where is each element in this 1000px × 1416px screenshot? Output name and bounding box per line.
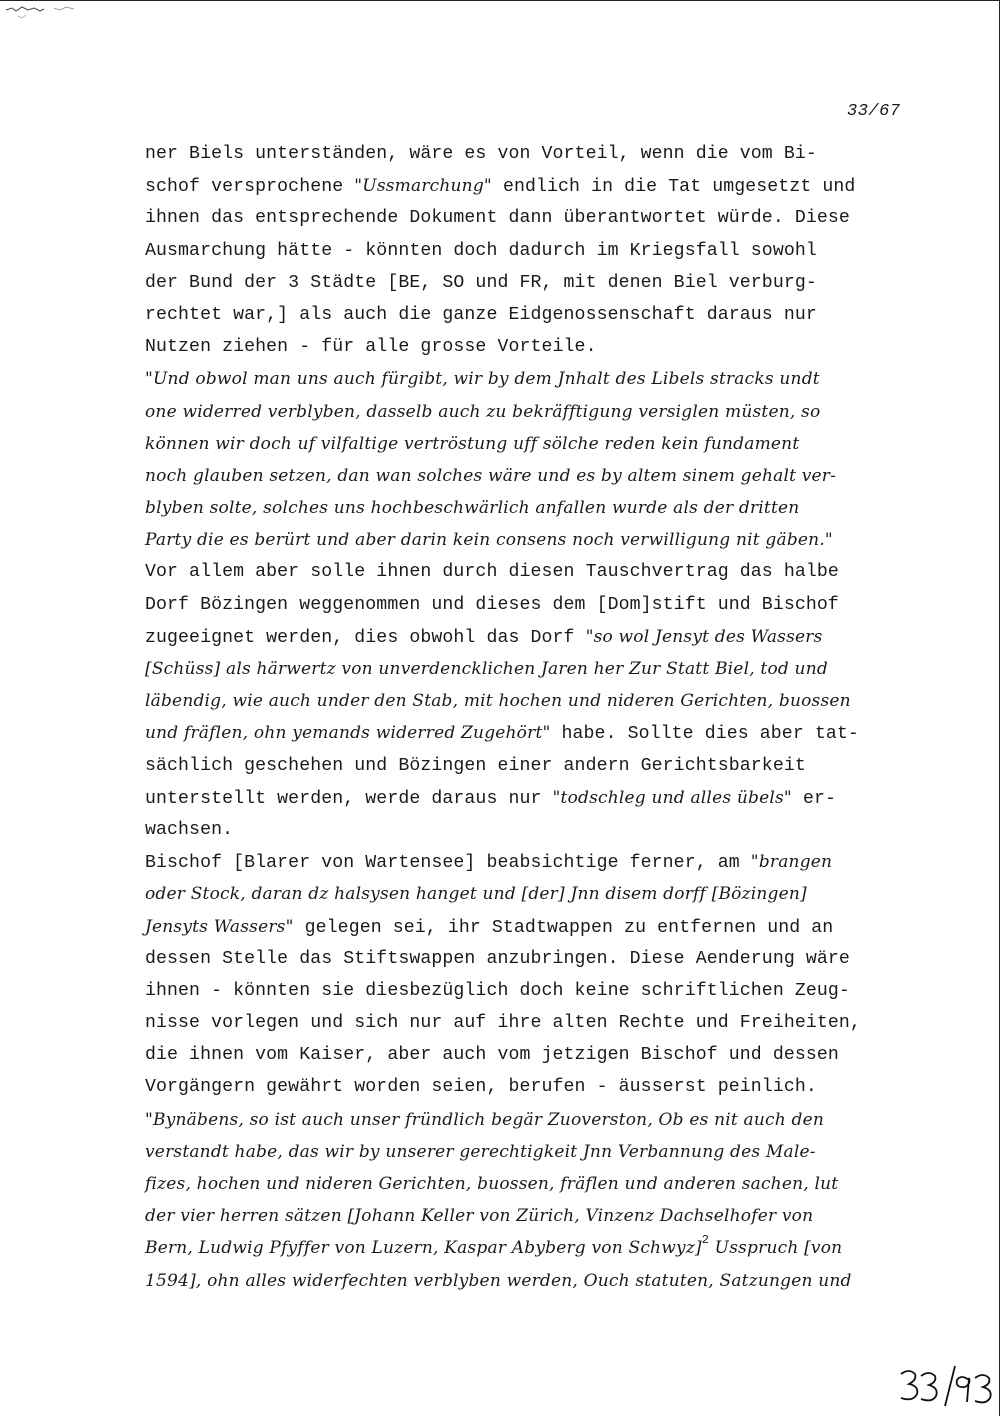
page-number: 33/67	[847, 102, 901, 121]
text-line	[145, 556, 935, 588]
quoted-text: one widerred verblyben, dasselb auch zu bekräfftigung versiglen müsten, so	[145, 401, 821, 422]
quoted-text: "todschleg und alles übels"	[552, 787, 792, 808]
quoted-text: fizes, hochen und nideren Gerichten, buossen, fräflen und anderen sachen, lut	[145, 1174, 839, 1194]
body-text: habe. Sollte dies aber tat-	[550, 724, 859, 745]
quoted-text: oder Stock, daran dz halsysen hanget und [der] Jnn disem dorff [Bözingen]	[145, 884, 807, 905]
body-text: zugeeignet werden, dies obwohl das Dorf	[145, 627, 586, 648]
body-text: er-	[791, 788, 836, 809]
text-line	[145, 202, 935, 234]
quoted-text: läbendig, wie auch under den Stab, mit hochen und nideren Gerichten, buossen	[145, 691, 851, 712]
footnote-marker: 2	[701, 1233, 710, 1248]
text-line	[145, 782, 935, 814]
quoted-text: "so wol Jensyt des Wassers	[585, 626, 823, 647]
text-line	[145, 138, 935, 170]
body-text: wachsen.	[145, 819, 234, 840]
body-text: nisse vorlegen und sich nur auf ihre alten Rechte und Freiheiten,	[145, 1013, 861, 1034]
text-line	[145, 299, 935, 331]
text-line	[145, 1168, 935, 1200]
body-text: Nutzen ziehen - für alle grosse Vorteile.	[145, 337, 597, 358]
quoted-text: [Schüss] als härwertz von unverdencklichen Jaren her Zur Statt Biel, tod und	[145, 659, 828, 679]
body-text: sächlich geschehen und Bözingen einer andern Gerichtsbarkeit	[145, 755, 806, 776]
quoted-text: können wir doch uf vilfaltige vertröstung uff sölche reden kein fundament	[145, 433, 800, 454]
quoted-text: blyben solte, solches uns hochbeschwärlich anfallen wurde als der dritten	[145, 498, 800, 519]
quoted-text: Bern, Ludwig Pfyffer von Luzern, Kaspar Abyberg von Schwyz]	[145, 1238, 702, 1259]
text-line	[145, 878, 935, 910]
body-text: die ihnen vom Kaiser, aber auch vom jetzigen Bischof und dessen	[145, 1045, 839, 1066]
text-line	[145, 975, 935, 1007]
page-border-top	[0, 0, 1000, 1]
text-line	[145, 1039, 935, 1071]
body-text: ner Biels unterständen, wäre es von Vorteil, wenn die vom Bi-	[145, 144, 817, 164]
quoted-text: verstandt habe, das wir by unserer gerechtigkeit Jnn Verbannung des Male-	[145, 1141, 816, 1162]
archive-reference-handwritten	[895, 1362, 995, 1408]
text-line	[145, 685, 935, 717]
text-line	[145, 911, 935, 943]
text-line	[145, 943, 935, 975]
body-text: dessen Stelle das Stiftswappen anzubringen. Diese Aenderung wäre	[145, 948, 850, 969]
body-text: unterstellt werden, werde daraus nur	[145, 788, 553, 809]
body-text: schof versprochene	[145, 177, 355, 198]
text-line	[145, 396, 935, 428]
body-text: Dorf Bözingen weggenommen und dieses dem [Dom]stift und Bischof	[145, 594, 839, 615]
text-line	[145, 1104, 935, 1136]
quoted-text: "Und obwol man uns auch fürgibt, wir by dem Jnhalt des Libels stracks undt	[145, 369, 820, 390]
quoted-text: "brangen	[750, 852, 833, 873]
text-line	[145, 814, 935, 846]
body-text: Bischof [Blarer von Wartensee] beabsichtige ferner, am	[145, 853, 751, 874]
quoted-text: "Ussmarchung"	[354, 176, 492, 197]
body-text: der Bund der 3 Städte [BE, SO und FR, mit denen Biel verburg-	[145, 272, 817, 293]
text-line	[145, 1136, 935, 1168]
text-line	[145, 1265, 935, 1297]
text-line	[145, 170, 935, 202]
quoted-text: noch glauben setzen, dan wan solches wäre und es by altem sinem gehalt ver-	[145, 465, 837, 486]
text-line	[145, 750, 935, 782]
text-line	[145, 846, 935, 878]
body-text: Vor allem aber solle ihnen durch diesen Tauschvertrag das halbe	[145, 562, 839, 583]
text-line	[145, 1200, 935, 1232]
text-line	[145, 717, 935, 749]
text-line	[145, 460, 935, 492]
text-line	[145, 1071, 935, 1103]
text-line	[145, 524, 935, 556]
document-body	[145, 138, 935, 1297]
text-line	[145, 653, 935, 685]
quoted-text: Jensyts Wassers"	[145, 916, 294, 937]
quoted-text: 1594], ohn alles widerfechten verblyben werden, Ouch statuten, Satzungen und	[145, 1270, 852, 1291]
text-line	[145, 428, 935, 460]
text-line	[145, 621, 935, 653]
body-text: Vorgängern gewährt worden seien, berufen - äusserst peinlich.	[145, 1077, 817, 1098]
text-line	[145, 1007, 935, 1039]
body-text: ihnen - könnten sie diesbezüglich doch keine schriftlichen Zeug-	[145, 980, 850, 1001]
text-line	[145, 331, 935, 363]
body-text: endlich in die Tat umgesetzt und	[491, 177, 856, 198]
text-line	[145, 1232, 935, 1264]
body-text: gelegen sei, ihr Stadtwappen zu entfernen und an	[293, 917, 834, 938]
quoted-text: Party die es berürt und aber darin kein consens noch verwilligung nit gäben."	[145, 530, 833, 551]
quoted-text: "Bynäbens, so ist auch unser fründlich begär Zuoverston, Ob es nit auch den	[145, 1109, 825, 1130]
text-line	[145, 267, 935, 299]
body-text: Ausmarchung hätte - könnten doch dadurch im Kriegsfall sowohl	[145, 240, 817, 261]
body-text: ihnen das entsprechende Dokument dann überantwortet würde. Diese	[145, 208, 850, 229]
quoted-text: der vier herren sätzen [Johann Keller von Zürich, Vinzenz Dachselhofer von	[145, 1206, 814, 1227]
text-line	[145, 492, 935, 524]
text-line	[145, 589, 935, 621]
body-text: rechtet war,] als auch die ganze Eidgenossenschaft daraus nur	[145, 304, 817, 325]
quoted-text: Usspruch [von	[709, 1238, 843, 1259]
quoted-text: und fräflen, ohn yemands widerred Zugehört"	[145, 723, 551, 744]
scan-artifact-mark	[4, 2, 84, 22]
text-line	[145, 363, 935, 395]
text-line	[145, 235, 935, 267]
